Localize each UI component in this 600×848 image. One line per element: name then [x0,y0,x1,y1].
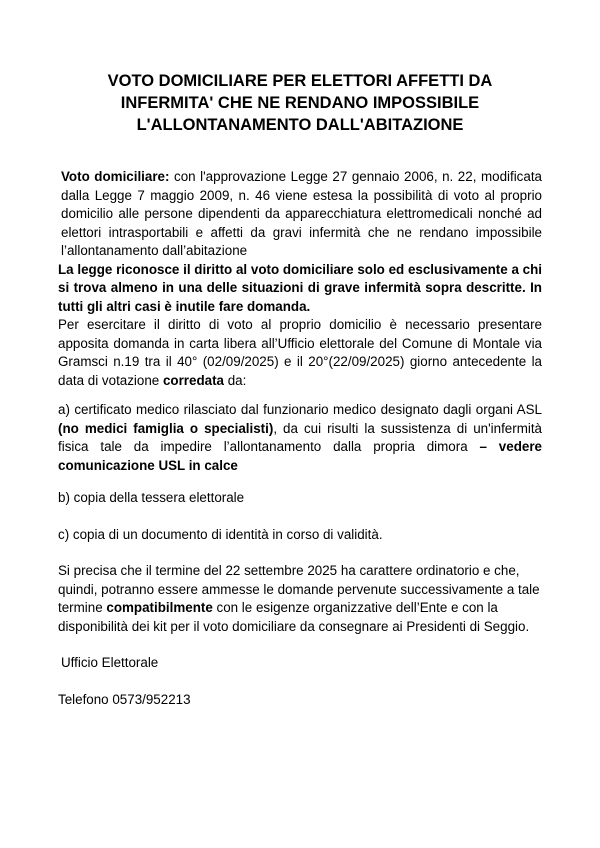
item-a-bold-1: (no medici famiglia o specialisti) [58,420,274,436]
item-c: c) copia di un documento di identità in corso di validità. [58,526,383,542]
deadline-bold: compatibilmente [106,600,213,615]
requirement-tail: da: [224,372,247,388]
document-body [58,168,542,709]
title-line-3: L'ALLONTANAMENTO DALL'ABITAZIONE [136,116,464,134]
requirement-text: Per esercitare il diritto di voto al proprio domicilio è necessario presentare apposita domanda in carta libera all’Ufficio elettorale del Comune di Montale via Gramsci n.19 tra il 40° (02/09/2025) e il 20°(22/09/2025) giorno antecedente la data di votazione [58,317,542,388]
intro-paragraph [58,168,542,261]
phone-number: Telefono 0573/952213 [58,691,191,707]
page-title [60,70,540,136]
notice-paragraph: La legge riconosce il diritto al voto domiciliare solo ed esclusivamente a chi si trova almeno in una delle situazioni di grave infermità sopra descritte. In tutti gli altri casi è inutile fare domanda. [58,261,542,314]
requirement-bold: corredata [162,372,224,388]
deadline-text-2: con le esigenze organizzative dell’Ente e con la disponibilità dei kit per il voto domiciliare da consegnare ai Presidenti di Seggio. [58,600,530,634]
intro-lead: Voto domiciliare: [61,169,170,184]
office-name: Ufficio Elettorale [61,655,159,670]
item-a [58,401,542,475]
item-a-bold-2: – vedere comunicazione USL in calce [58,439,542,473]
item-a-text-2: , da cui risulti la sussistenza di un'infermità fisica tale da impedire l’allontanamento dalla propria dimora [58,420,543,454]
item-a-text: a) certificato medico rilasciato dal funzionario medico designato dagli organi ASL [58,402,542,417]
item-b: b) copia della tessera elettorale [58,490,245,505]
deadline-paragraph [58,562,542,636]
requirement-paragraph [58,316,542,390]
title-line-1: VOTO DOMICILIARE PER ELETTORI AFFETTI DA [107,72,493,90]
deadline-text: Si precisa che il termine del 22 settembre 2025 ha carattere ordinatorio e che, quindi, potranno essere ammesse le domande pervenute successivamente a tale termine [58,563,540,615]
title-line-2: INFERMITA' CHE NE RENDANO IMPOSSIBILE [120,94,480,112]
intro-text: con l'approvazione Legge 27 gennaio 2006, n. 22, modificata dalla Legge 7 maggio 2009, n. 46 viene estesa la possibilità di voto al proprio domicilio alle persone dipendenti da apparecchiatura elettromedicali nonché ad elettori intrasportabili e affetti da gravi infermità che ne rendano impossibile l’allontanamento dall’abitazione [61,169,542,258]
